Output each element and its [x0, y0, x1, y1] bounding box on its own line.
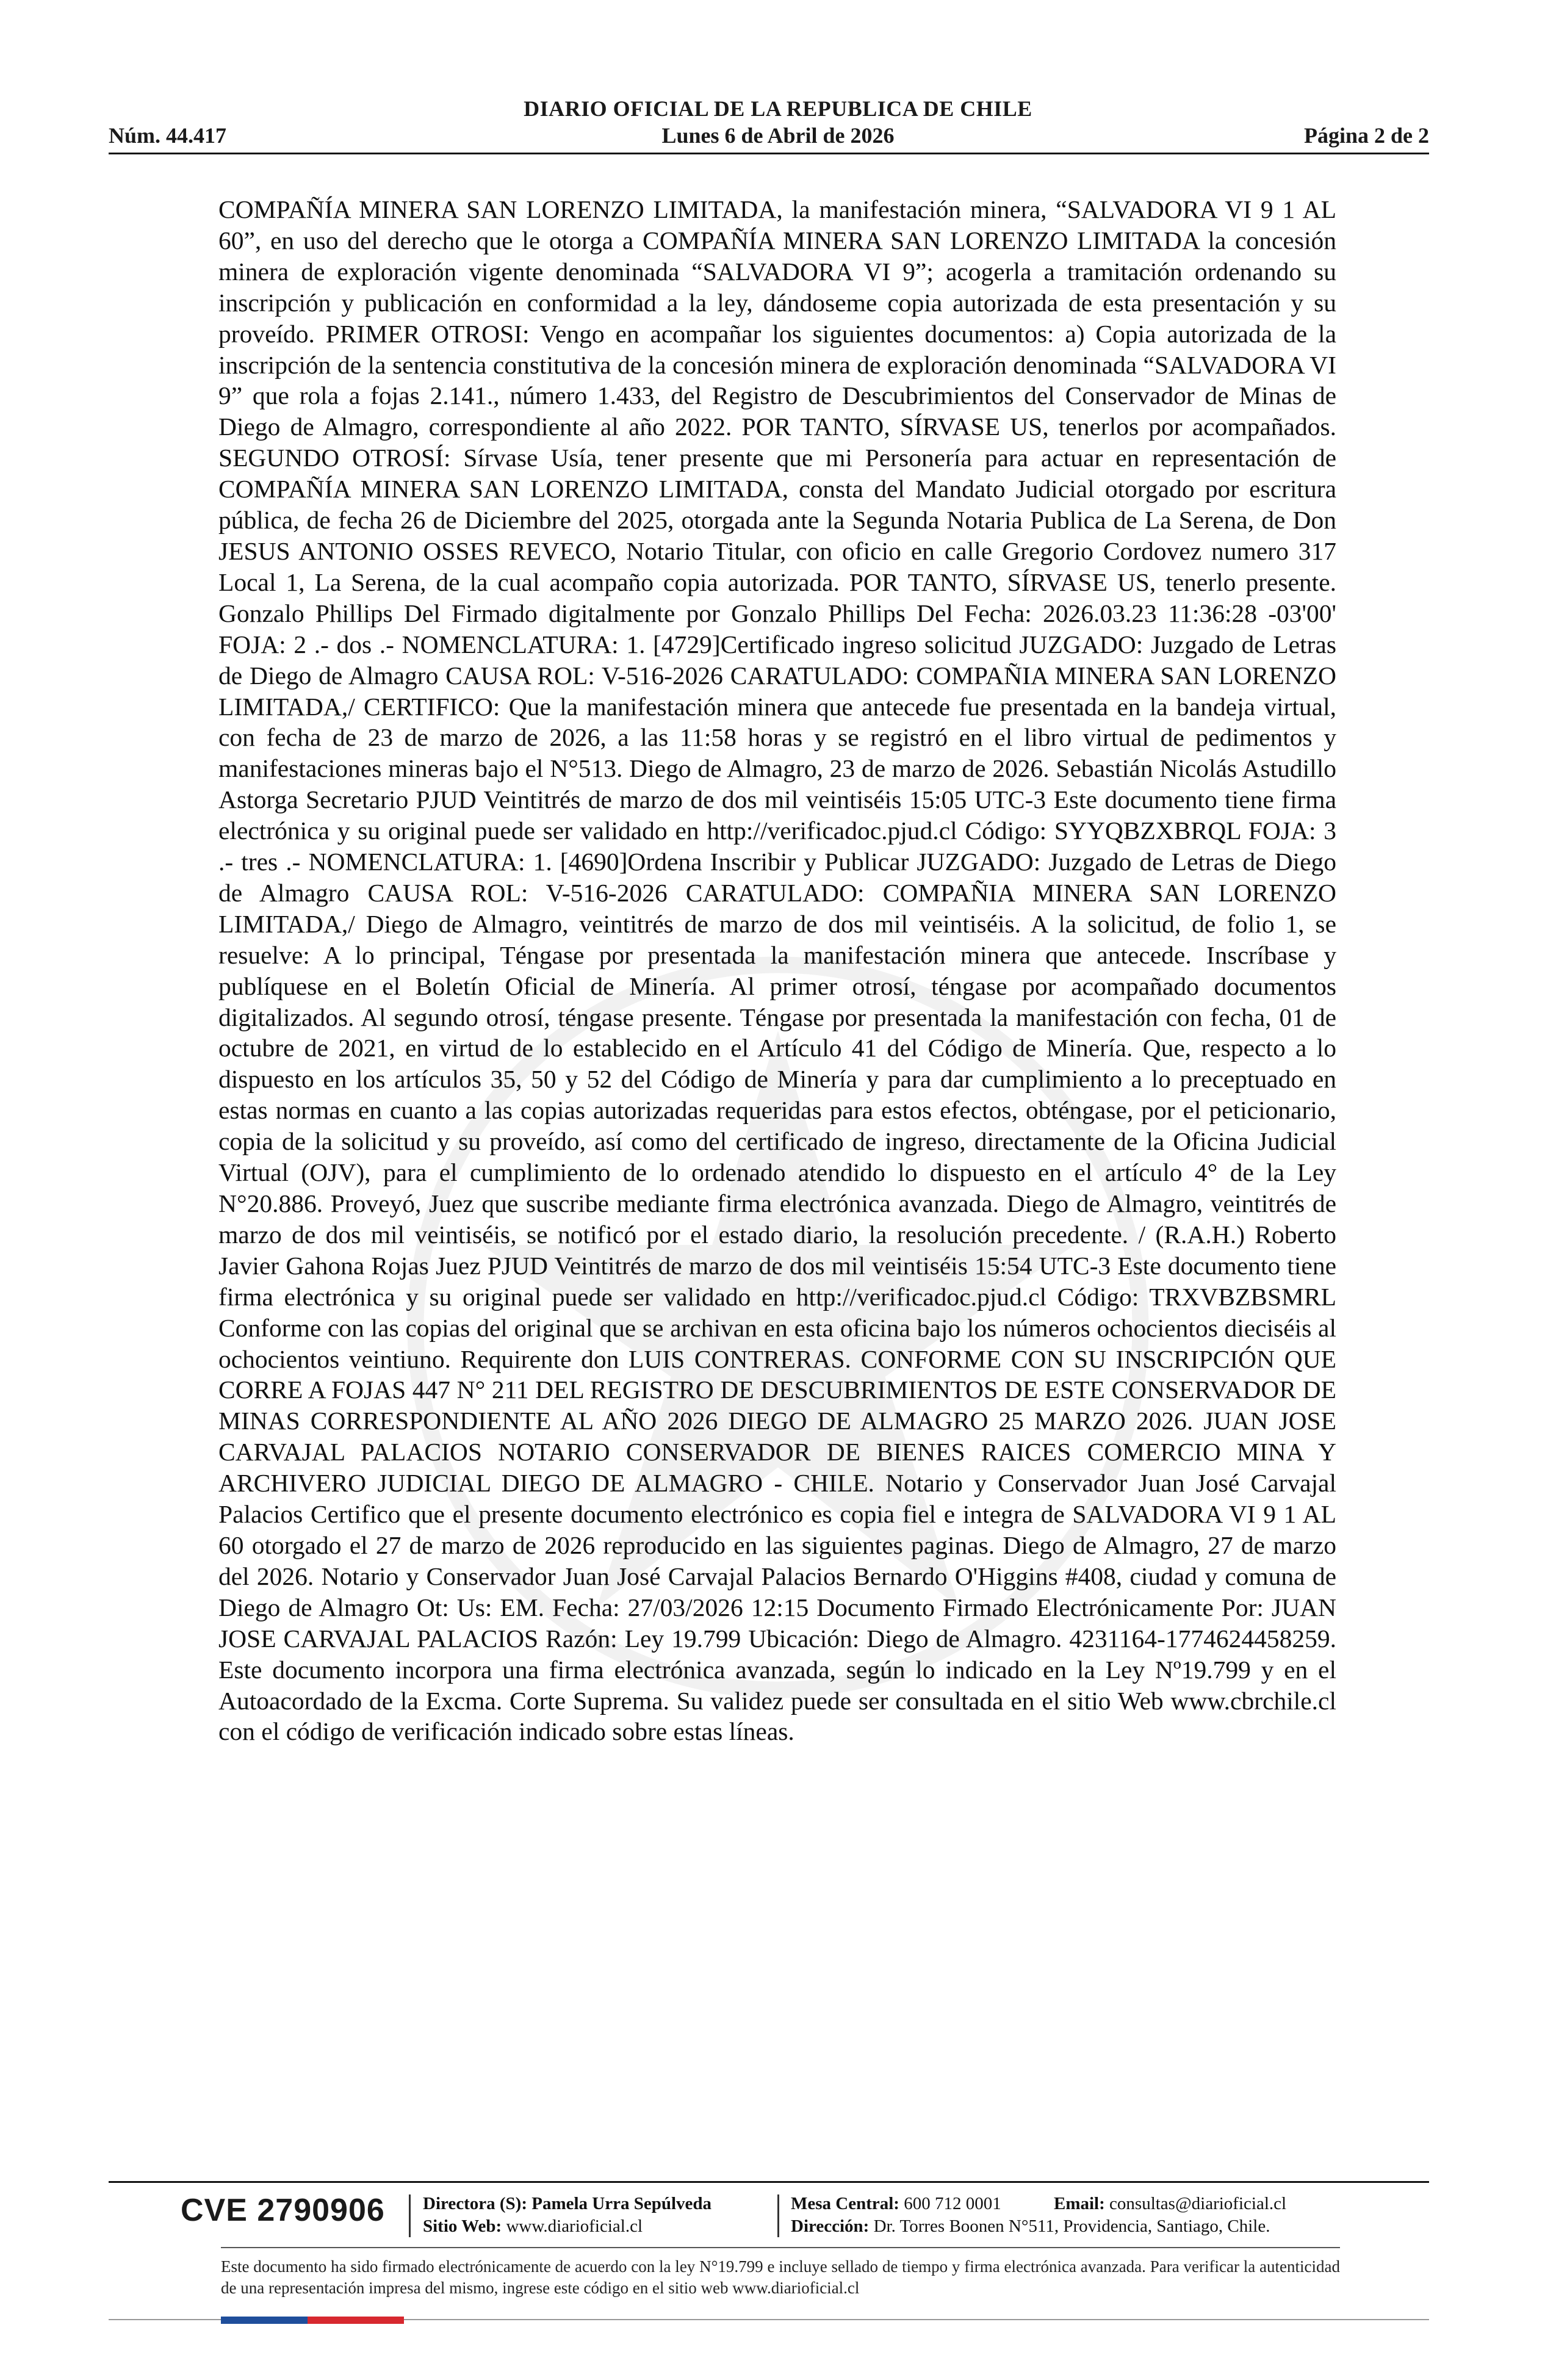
phone-number: 600 712 0001 [904, 2194, 1001, 2213]
newspaper-title: DIARIO OFICIAL DE LA REPUBLICA DE CHILE [524, 96, 1032, 121]
website-label: Sitio Web: [423, 2216, 502, 2236]
page-indicator: Página 2 de 2 [1303, 123, 1429, 148]
director-label: Directora (S): [423, 2194, 527, 2213]
issue-number: Núm. 44.417 [109, 123, 227, 148]
footer-phone [791, 2193, 1001, 2215]
footer-email [1054, 2193, 1286, 2215]
verification-notice: Este documento ha sido firmado electrónicamente de acuerdo con la ley N°19.799 e incluye sellado de tiempo y firma electrónica avanzada. Para verificar la autenticidad de una representación impresa del mismo, ingrese este código en el sitio web www.diarioficial.cl [221, 2257, 1340, 2297]
footer-separator [777, 2194, 779, 2237]
cve-code: CVE 2790906 [181, 2193, 385, 2228]
issue-date: Lunes 6 de Abril de 2026 [661, 123, 895, 148]
footer-inner-rule [221, 2247, 1340, 2248]
footer-website [423, 2215, 643, 2238]
document-body: COMPAÑÍA MINERA SAN LORENZO LIMITADA, la manifestación minera, “SALVADORA VI 9 1 AL 60”, en uso del derecho que le otorga a COMPAÑÍA MINERA SAN LORENZO LIMITADA la concesión minera de exploración vigente denominada “SALVADORA VI 9”; acogerla a tramitación ordenando su inscripción y publicación en conformidad a la ley, dándoseme copia autorizada de esta presentación y su proveído. PRIMER OTROSI: Vengo en acompañar los siguientes documentos: a) Copia autorizada de la inscripción de la sentencia constitutiva de la concesión minera de exploración denominada “SALVADORA VI 9” que rola a fojas 2.141., número 1.433, del Registro de Descubrimientos del Conservador de Minas de Diego de Almagro, correspondiente al año 2022. POR TANTO, SÍRVASE US, tenerlos por acompañados. SEGUNDO OTROSÍ: Sírvase Usía, tener presente que mi Personería para actuar en representación de COMPAÑÍA MINERA SAN LORENZO LIMITADA, consta del Mandato Judicial otorgado por escritura pública, de fecha 26 de Diciembre del 2025, otorgada ante la Segunda Notaria Publica de La Serena, de Don JESUS ANTONIO OSSES REVECO, Notario Titular, con oficio en calle Gregorio Cordovez numero 317 Local 1, La Serena, de la cual acompaño copia autorizada. POR TANTO, SÍRVASE US, tenerlo presente. Gonzalo Phillips Del Firmado digitalmente por Gonzalo Phillips Del Fecha: 2026.03.23 11:36:28 -03'00' FOJA: 2 .- dos .- NOMENCLATURA: 1. [4729]Certificado ingreso solicitud JUZGADO: Juzgado de Letras de Diego de Almagro CAUSA ROL: V-516-2026 CARATULADO: COMPAÑIA MINERA SAN LORENZO LIMITADA,/ CERTIFICO: Que la manifestación minera que antecede fue presentada en la bandeja virtual, con fecha de 23 de marzo de 2026, a las 11:58 horas y se registró en el libro virtual de pedimentos y manifestaciones mineras bajo el N°513. Diego de Almagro, 23 de marzo de 2026. Sebastián Nicolás Astudillo Astorga Secretario PJUD Veintitrés de marzo de dos mil veintiséis 15:05 UTC-3 Este documento tiene firma electrónica y su original puede ser validado en http://verificadoc.pjud.cl Código: SYYQBZXBRQL FOJA: 3 .- tres .- NOMENCLATURA: 1. [4690]Ordena Inscribir y Publicar JUZGADO: Juzgado de Letras de Diego de Almagro CAUSA ROL: V-516-2026 CARATULADO: COMPAÑIA MINERA SAN LORENZO LIMITADA,/ Diego de Almagro, veintitrés de marzo de dos mil veintiséis. A la solicitud, de folio 1, se resuelve: A lo principal, Téngase por presentada la manifestación minera que antecede. Inscríbase y publíquese en el Boletín Oficial de Minería. Al primer otrosí, téngase por acompañado documentos digitalizados. Al segundo otrosí, téngase presente. Téngase por presentada la manifestación con fecha, 01 de octubre de 2021, en virtud de lo establecido en el Artículo 41 del Código de Minería. Que, respecto a lo dispuesto en los artículos 35, 50 y 52 del Código de Minería y para dar cumplimiento a lo preceptuado en estas normas en cuanto a las copias autorizadas requeridas para estos efectos, obténgase, por el peticionario, copia de la solicitud y su proveído, así como del certificado de ingreso, directamente de la Oficina Judicial Virtual (OJV), para el cumplimiento de lo ordenado atendido lo dispuesto en el artículo 4° de la Ley N°20.886. Proveyó, Juez que suscribe mediante firma electrónica avanzada. Diego de Almagro, veintitrés de marzo de dos mil veintiséis, se notificó por el estado diario, la resolución precedente. / (R.A.H.) Roberto Javier Gahona Rojas Juez PJUD Veintitrés de marzo de dos mil veintiséis 15:54 UTC-3 Este documento tiene firma electrónica y su original puede ser validado en http://verificadoc.pjud.cl Código: TRXVBZBSMRL Conforme con las copias del original que se archivan en esta oficina bajo los números ochocientos dieciséis al ochocientos veintiuno. Requirente don LUIS CONTRERAS. CONFORME CON SU INSCRIPCIÓN QUE CORRE A FOJAS 447 N° 211 DEL REGISTRO DE DESCUBRIMIENTOS DE ESTE CONSERVADOR DE MINAS CORRESPONDIENTE AL AÑO 2026 DIEGO DE ALMAGRO 25 MARZO 2026. JUAN JOSE CARVAJAL PALACIOS NOTARIO CONSERVADOR DE BIENES RAICES COMERCIO MINA Y ARCHIVERO JUDICIAL DIEGO DE ALMAGRO - CHILE. Notario y Conservador Juan José Carvajal Palacios Certifico que el presente documento electrónico es copia fiel e integra de SALVADORA VI 9 1 AL 60 otorgado el 27 de marzo de 2026 reproducido en las siguientes paginas. Diego de Almagro, 27 de marzo del 2026. Notario y Conservador Juan José Carvajal Palacios Bernardo O'Higgins #408, ciudad y comuna de Diego de Almagro Ot: Us: EM. Fecha: 27/03/2026 12:15 Documento Firmado Electrónicamente Por: JUAN JOSE CARVAJAL PALACIOS Razón: Ley 19.799 Ubicación: Diego de Almagro. 4231164-1774624458259. Este documento incorpora una firma electrónica avanzada, según lo indicado en la Ley Nº19.799 y en el Autoacordado de la Excma. Corte Suprema. Su validez puede ser consultada en el sitio Web www.cbrchile.cl con el código de verificación indicado sobre estas líneas. [218, 195, 1336, 1746]
footer-separator [409, 2194, 411, 2237]
email-label: Email: [1054, 2194, 1105, 2213]
footer-director [423, 2193, 711, 2215]
flag-bar-red [308, 2317, 404, 2324]
phone-label: Mesa Central: [791, 2194, 899, 2213]
footer-address [791, 2215, 1270, 2238]
header-rule [109, 153, 1429, 154]
address-value: Dr. Torres Boonen N°511, Providencia, Santiago, Chile. [873, 2216, 1270, 2236]
footer-rule [109, 2181, 1429, 2183]
address-label: Dirección: [791, 2216, 870, 2236]
director-name: Pamela Urra Sepúlveda [531, 2194, 712, 2213]
email-link[interactable]: consultas@diarioficial.cl [1109, 2194, 1287, 2213]
website-link[interactable]: www.diarioficial.cl [506, 2216, 643, 2236]
